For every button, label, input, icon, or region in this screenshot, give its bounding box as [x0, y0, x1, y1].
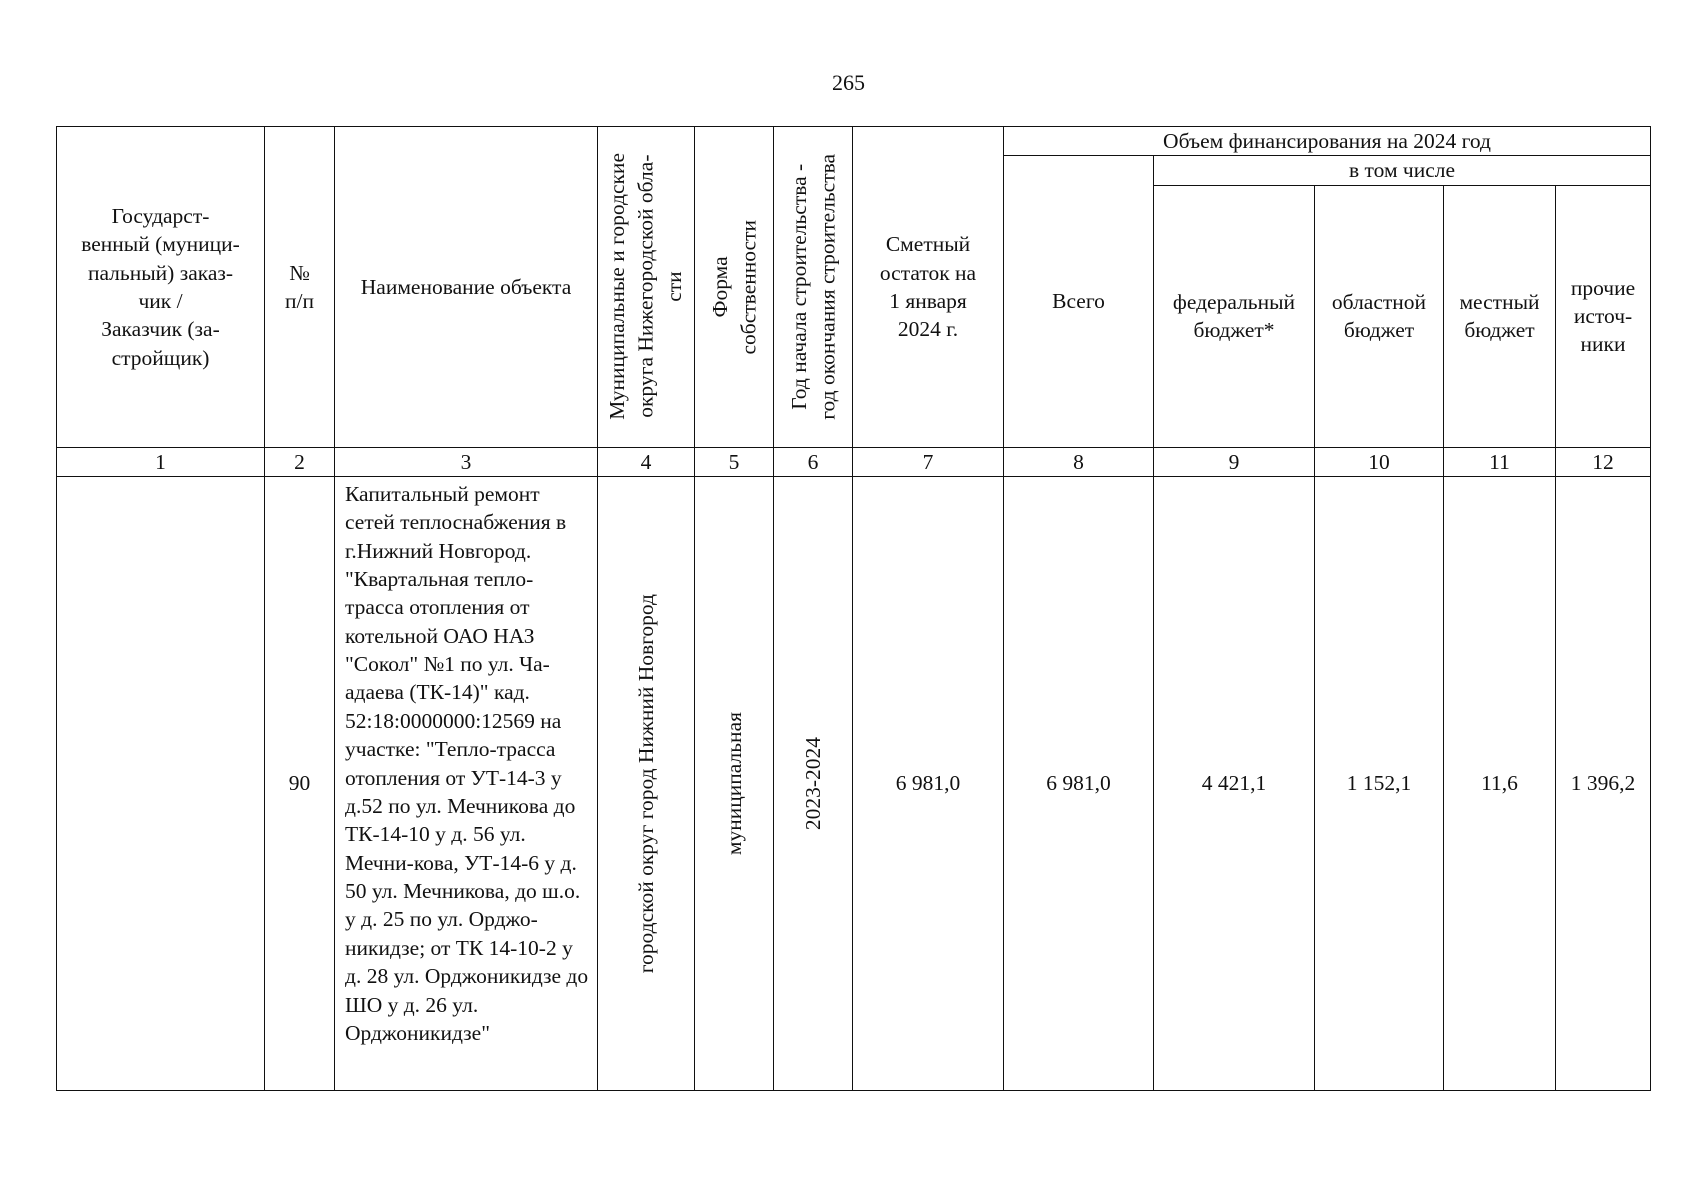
column-number: 12	[1556, 447, 1651, 476]
column-number: 9	[1154, 447, 1315, 476]
header-districts	[598, 127, 695, 448]
column-number: 10	[1315, 447, 1444, 476]
column-number: 2	[265, 447, 335, 476]
column-number: 11	[1444, 447, 1556, 476]
header-balance	[853, 127, 1004, 448]
cell-ownership-text: муниципальная	[721, 711, 746, 855]
header-years	[774, 127, 853, 448]
cell-district-text: городской округ город Нижний Новгород	[633, 593, 658, 973]
header-federal	[1154, 185, 1315, 447]
header-customer	[57, 127, 265, 448]
column-number: 4	[598, 447, 695, 476]
header-num-text: № п/п	[285, 260, 314, 313]
header-ownership-text: Форма собственности	[707, 219, 760, 355]
funding-table	[56, 126, 1651, 1091]
header-ownership	[695, 127, 774, 448]
column-number: 1	[57, 447, 265, 476]
header-districts-text: Муниципальные и городские округа Нижегородской обла- сти	[605, 153, 687, 421]
cell-federal: 4 421,1	[1154, 476, 1315, 1090]
cell-num: 90	[265, 476, 335, 1090]
header-federal-text: федеральный бюджет*	[1172, 289, 1296, 343]
header-local-text: местный бюджет	[1459, 289, 1540, 343]
header-years-text: Год начала строительства - год окончания строительства	[786, 154, 839, 420]
cell-object-name: Капитальный ремонт сетей теплоснабжения в г.Нижний Новгород. "Квартальная тепло-трасса отопления от котельной ОАО НАЗ "Сокол" №1 по ул. Ча-адаева (ТК-14)" кад. 52:18:0000000:12569 на участке: "Тепло-трасса отопления от УТ-14-3 у д.52 по ул. Мечникова до ТК-14-10 у д. 56 ул. Мечни-кова, УТ-14-6 у д. 50 ул. Мечникова, до ш.о. у д. 25 по ул. Орджо-никидзе; от ТК 14-10-2 у д. 28 ул. Орджоникидзе до ШО у д. 26 ул. Орджоникидзе"	[335, 476, 598, 1090]
header-balance-text: Сметный остаток на 1 января 2024 г.	[879, 232, 977, 342]
header-customer-text: Государст- венный (муници- пальный) заказ- чик / Заказчик (за- стройщик)	[81, 203, 240, 370]
column-number: 7	[853, 447, 1004, 476]
header-total: Всего	[1004, 156, 1154, 447]
header-other	[1556, 185, 1651, 447]
cell-years	[774, 476, 853, 1090]
header-num	[265, 127, 335, 448]
cell-local: 11,6	[1444, 476, 1556, 1090]
header-object-name	[335, 127, 598, 448]
table-row	[57, 476, 1651, 1090]
page-number: 265	[832, 70, 865, 95]
column-number: 6	[774, 447, 853, 476]
cell-regional: 1 152,1	[1315, 476, 1444, 1090]
header-funding-title: Объем финансирования на 2024 год	[1004, 127, 1651, 156]
header-including: в том числе	[1154, 156, 1651, 185]
column-number: 3	[335, 447, 598, 476]
header-regional-text: областной бюджет	[1331, 289, 1427, 343]
cell-years-text: 2023-2024	[800, 736, 825, 830]
column-number: 5	[695, 447, 774, 476]
header-object-name-text: Наименование объекта	[360, 274, 572, 299]
header-other-text: прочие источ- ники	[1570, 275, 1636, 357]
cell-ownership	[695, 476, 774, 1090]
cell-district	[598, 476, 695, 1090]
cell-balance: 6 981,0	[853, 476, 1004, 1090]
header-local	[1444, 185, 1556, 447]
cell-total: 6 981,0	[1004, 476, 1154, 1090]
column-number: 8	[1004, 447, 1154, 476]
cell-other: 1 396,2	[1556, 476, 1651, 1090]
header-regional	[1315, 185, 1444, 447]
cell-customer	[57, 476, 265, 1090]
